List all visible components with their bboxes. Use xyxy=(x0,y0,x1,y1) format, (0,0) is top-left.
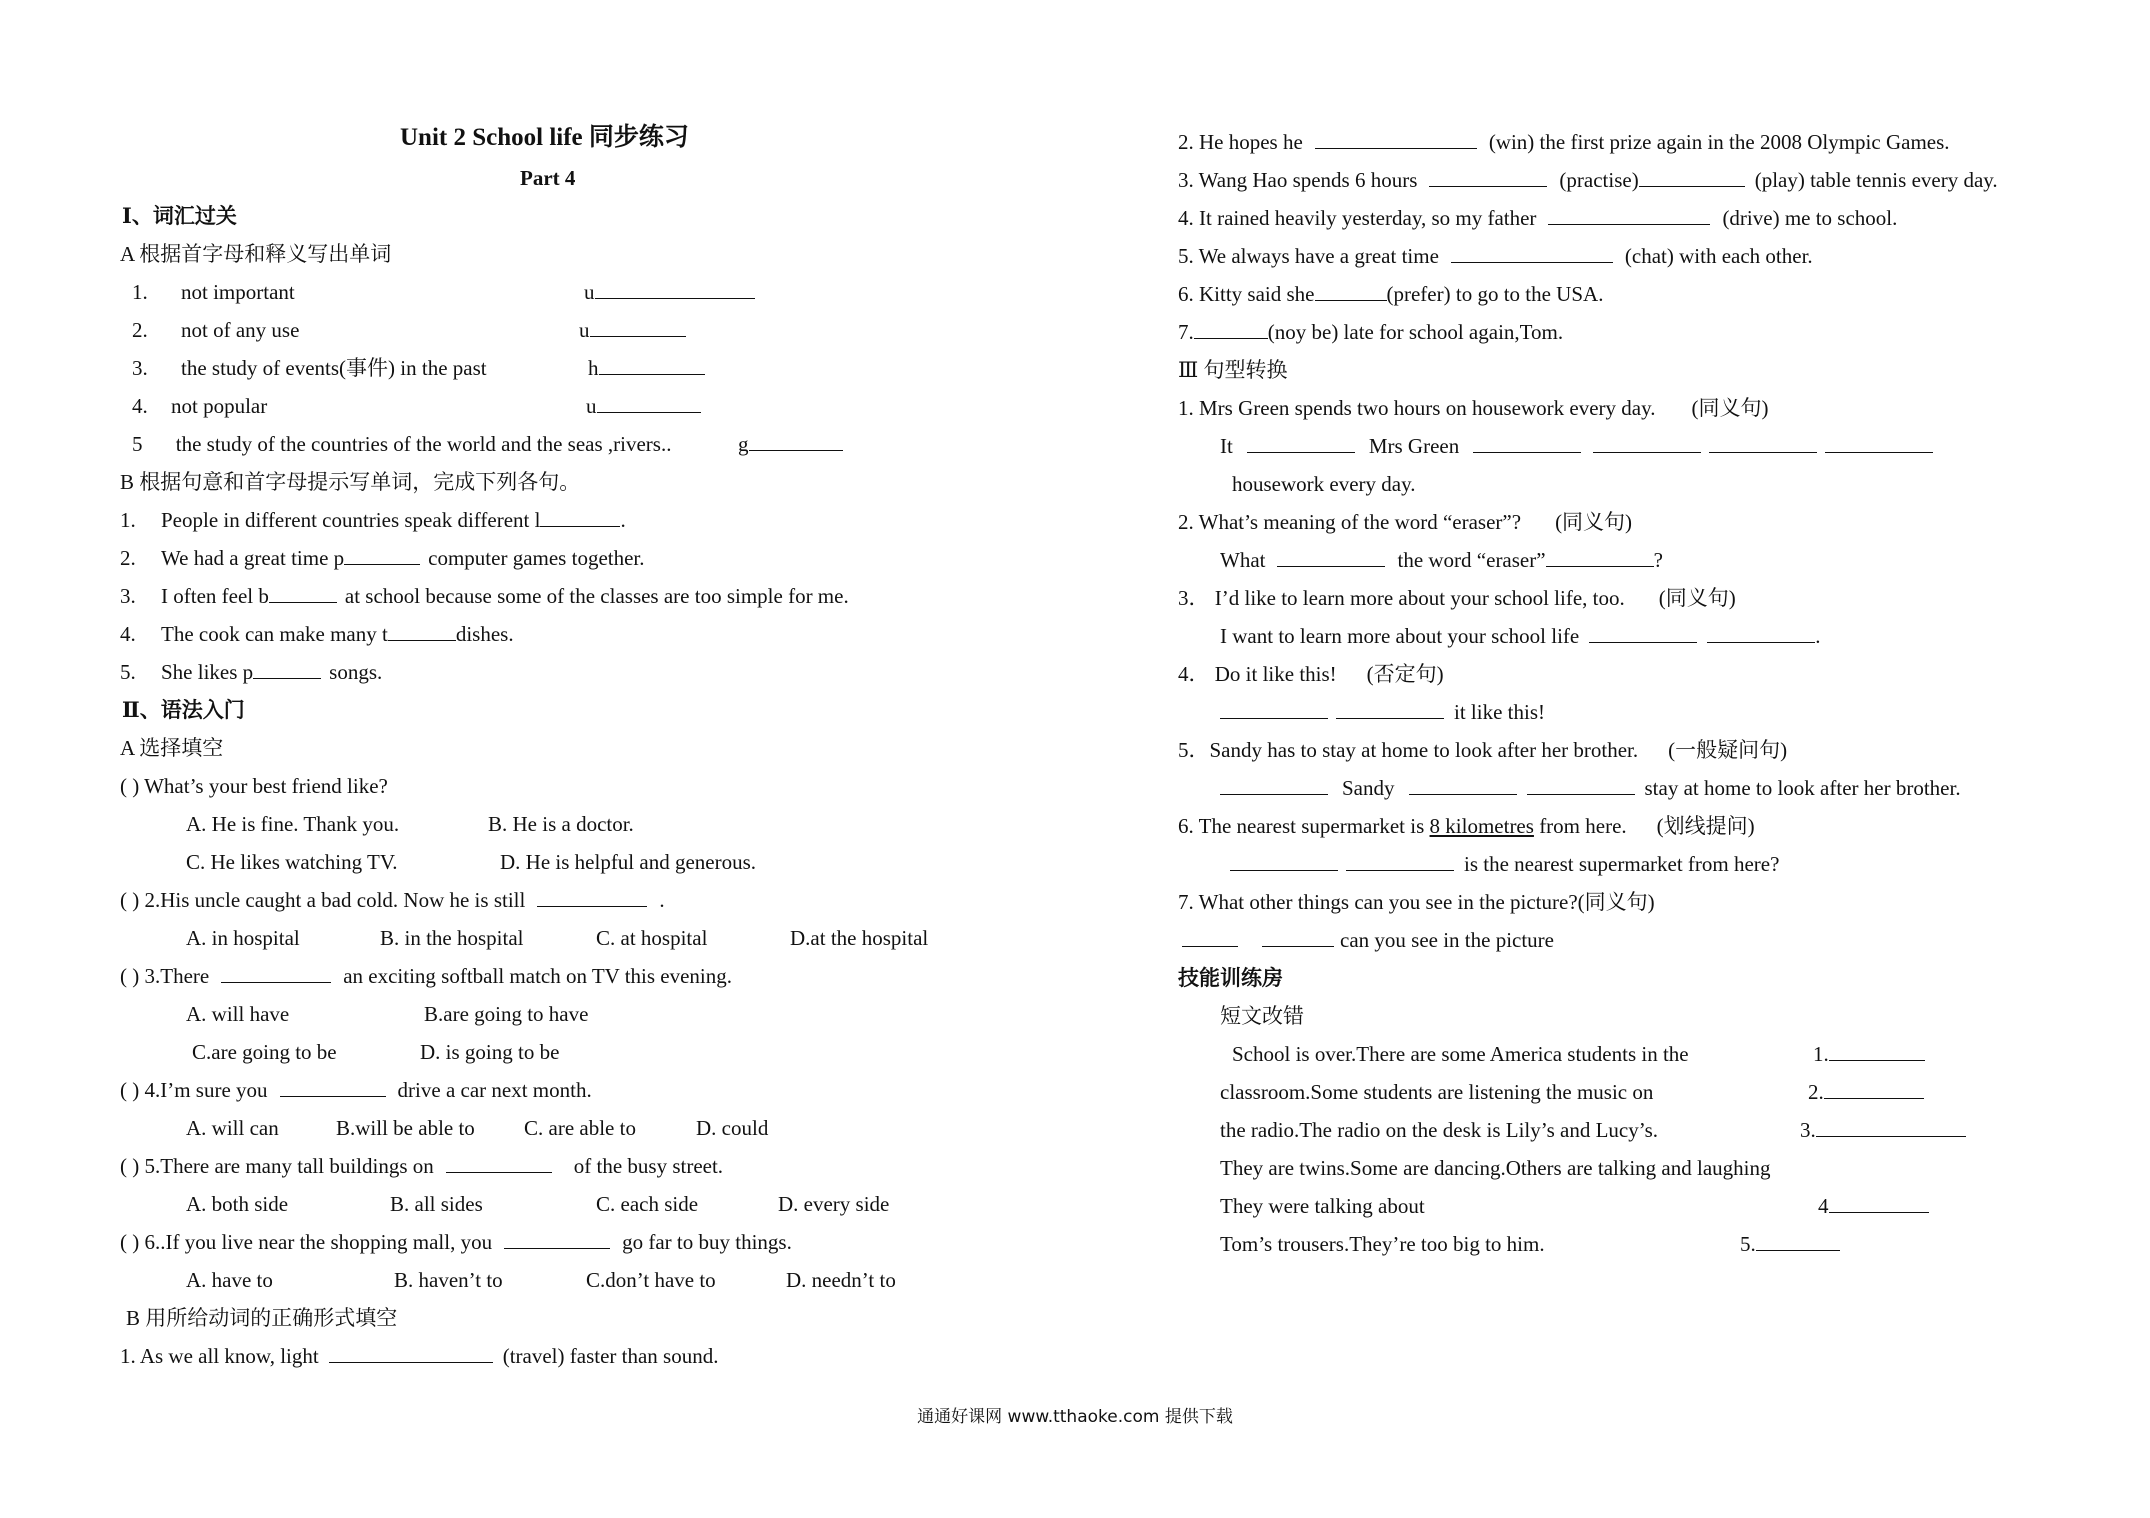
option-d: D. could xyxy=(696,1116,769,1140)
transform-7-answer: can you see in the picture xyxy=(1182,926,1554,954)
passage-line: School is over.There are some America students in the xyxy=(1232,1042,1689,1066)
passage-line: the radio.The radio on the desk is Lily’s and Lucy’s. xyxy=(1220,1118,1658,1142)
answer-blank[interactable] xyxy=(1707,622,1815,643)
verb-item: 2. He hopes he (win) the first prize again in the 2008 Olympic Games. xyxy=(1178,130,1950,154)
passage-line: Tom’s trousers.They’re too big to him. xyxy=(1220,1232,1545,1256)
question-6: ( ) 6..If you live near the shopping mall, you go far to buy things. xyxy=(120,1230,792,1254)
page-subtitle: Part 4 xyxy=(520,166,576,190)
answer-blank[interactable] xyxy=(1527,774,1635,795)
answer-blank[interactable] xyxy=(1346,850,1454,871)
transform-4: 4． Do it like this! (否定句) xyxy=(1178,662,1444,686)
option-a: A. will can xyxy=(186,1116,279,1140)
vocab-item: 5 the study of the countries of the world and the seas ,rivers.. xyxy=(132,432,672,456)
verb-item: 7. (noy be) late for school again,Tom. xyxy=(1178,320,1564,344)
transform-2-answer: What the word “eraser” ? xyxy=(1220,548,1663,572)
transform-1-end: housework every day. xyxy=(1232,472,1416,496)
transform-6: 6. The nearest supermarket is 8 kilometres from here. (划线提问) xyxy=(1178,814,1755,838)
verb-item: 4. It rained heavily yesterday, so my father (drive) me to school. xyxy=(1178,206,1898,230)
section-skills-heading: 技能训练房 xyxy=(1178,966,1283,990)
answer-blank[interactable] xyxy=(1829,1040,1925,1061)
question-4: ( ) 4.I’m sure you drive a car next month. xyxy=(120,1078,592,1102)
answer-blank[interactable] xyxy=(1336,698,1444,719)
passage-line: classroom.Some students are listening the music on xyxy=(1220,1080,1654,1104)
question-2: ( ) 2.His uncle caught a bad cold. Now he is still . xyxy=(120,888,665,912)
answer-blank[interactable] xyxy=(1194,318,1268,339)
option-b: B. all sides xyxy=(390,1192,483,1216)
option-b: B. He is a doctor. xyxy=(488,812,634,836)
option-a: A. will have xyxy=(186,1002,290,1026)
transform-4-answer: it like this! xyxy=(1220,698,1545,726)
answer-blank[interactable] xyxy=(269,582,337,603)
sentence-item: 3. I often feel b at school because some of the classes are too simple for me. xyxy=(120,584,849,608)
option-c: C. at hospital xyxy=(596,926,708,950)
option-d: D. every side xyxy=(778,1192,890,1216)
answer-blank[interactable] xyxy=(540,506,620,527)
answer-blank[interactable] xyxy=(1451,242,1613,263)
answer-blank[interactable] xyxy=(1709,432,1817,453)
verb-item: 1. As we all know, light (travel) faster than sound. xyxy=(120,1344,719,1368)
answer-blank[interactable] xyxy=(599,354,705,375)
answer-blank[interactable] xyxy=(253,658,321,679)
answer-blank[interactable] xyxy=(329,1342,493,1363)
section-transform-heading: Ⅲ 句型转换 xyxy=(1178,358,1288,382)
sentence-item: 4. The cook can make many t dishes. xyxy=(120,622,514,646)
answer-blank[interactable] xyxy=(1429,166,1547,187)
option-b: B.are going to have xyxy=(424,1002,589,1026)
answer-blank[interactable] xyxy=(1220,698,1328,719)
passage-line: They are twins.Some are dancing.Others are talking and laughing xyxy=(1220,1156,1771,1180)
vocab-answer[interactable]: u xyxy=(584,278,759,306)
answer-blank[interactable] xyxy=(1829,1192,1929,1213)
verb-item: 5. We always have a great time (chat) with each other. xyxy=(1178,244,1813,268)
answer-blank[interactable] xyxy=(1182,926,1238,947)
answer-blank[interactable] xyxy=(221,962,331,983)
option-c: C. are able to xyxy=(524,1116,636,1140)
section-vocabulary-heading: Ⅰ、词汇过关 xyxy=(122,204,237,228)
footer-credit: 通通好课网 www.tthaoke.com 提供下载 xyxy=(917,1407,1233,1427)
answer-blank[interactable] xyxy=(344,544,420,565)
correction-answer[interactable]: 4 xyxy=(1818,1192,1929,1220)
option-a: A. both side xyxy=(186,1192,289,1216)
answer-blank[interactable] xyxy=(388,620,456,641)
answer-blank[interactable] xyxy=(504,1228,610,1249)
option-a: A. in hospital xyxy=(186,926,300,950)
answer-blank[interactable] xyxy=(1247,432,1355,453)
option-c: C. He likes watching TV. xyxy=(186,850,398,874)
option-d: D. needn’t to xyxy=(786,1268,896,1292)
section-b2-heading: B 用所给动词的正确形式填空 xyxy=(126,1306,398,1330)
answer-blank[interactable] xyxy=(1315,128,1477,149)
section-a-heading: A 根据首字母和释义写出单词 xyxy=(120,242,392,266)
vocab-item: 4. not popular xyxy=(132,394,268,418)
correction-answer[interactable]: 2. xyxy=(1808,1078,1924,1106)
answer-blank[interactable] xyxy=(1593,432,1701,453)
page-title: Unit 2 School life 同步练习 xyxy=(400,124,689,151)
answer-blank[interactable] xyxy=(1548,204,1710,225)
option-c: C.are going to be xyxy=(192,1040,337,1064)
vocab-answer[interactable]: u xyxy=(579,316,690,344)
question-5: ( ) 5.There are many tall buildings on of the busy street. xyxy=(120,1154,724,1178)
underlined-phrase: 8 kilometres xyxy=(1429,814,1534,838)
answer-blank[interactable] xyxy=(446,1152,552,1173)
vocab-answer[interactable]: g xyxy=(738,430,847,458)
vocab-answer[interactable]: h xyxy=(588,354,709,382)
answer-blank[interactable] xyxy=(595,278,755,299)
answer-blank[interactable] xyxy=(1220,774,1328,795)
answer-blank[interactable] xyxy=(1639,166,1745,187)
vocab-item: 3. the study of events(事件) in the past xyxy=(132,356,487,380)
correction-answer[interactable]: 1. xyxy=(1813,1040,1925,1068)
section-b-heading: B 根据句意和首字母提示写单词，完成下列各句。 xyxy=(120,470,581,494)
vocab-item: 2. not of any use xyxy=(132,318,300,342)
question-3: ( ) 3.There an exciting softball match on TV this evening. xyxy=(120,964,733,988)
sentence-item: 5. She likes p songs. xyxy=(120,660,383,684)
answer-blank[interactable] xyxy=(1409,774,1517,795)
answer-blank[interactable] xyxy=(1589,622,1697,643)
answer-blank[interactable] xyxy=(1315,280,1387,301)
option-b: B. in the hospital xyxy=(380,926,524,950)
vocab-answer[interactable]: u xyxy=(586,392,705,420)
transform-2: 2. What’s meaning of the word “eraser”? (同义句) xyxy=(1178,510,1633,534)
option-c: C.don’t have to xyxy=(586,1268,716,1292)
correction-answer[interactable]: 3. xyxy=(1800,1116,1966,1144)
correction-answer[interactable]: 5. xyxy=(1740,1230,1840,1258)
answer-blank[interactable] xyxy=(597,392,701,413)
answer-blank[interactable] xyxy=(1546,546,1654,567)
section-skills-sub: 短文改错 xyxy=(1220,1004,1304,1028)
transform-3-answer: I want to learn more about your school life . xyxy=(1220,624,1821,648)
vocab-item: 1. not important xyxy=(132,280,295,304)
answer-blank[interactable] xyxy=(1277,546,1385,567)
sentence-item: 2. We had a great time p computer games together. xyxy=(120,546,645,570)
transform-5-answer: Sandy stay at home to look after her brother. xyxy=(1220,774,1961,802)
section-grammar-heading: Ⅱ、语法入门 xyxy=(122,698,245,722)
passage-line: They were talking about xyxy=(1220,1194,1425,1218)
sentence-item: 1. People in different countries speak different l . xyxy=(120,508,626,532)
transform-1: 1. Mrs Green spends two hours on housework every day. (同义句) xyxy=(1178,396,1769,420)
option-b: B. haven’t to xyxy=(394,1268,503,1292)
transform-3: 3． I’d like to learn more about your school life, too. (同义句) xyxy=(1178,586,1736,610)
answer-blank[interactable] xyxy=(590,316,686,337)
option-d: D.at the hospital xyxy=(790,926,929,950)
answer-blank[interactable] xyxy=(280,1076,386,1097)
transform-7: 7. What other things can you see in the picture?(同义句) xyxy=(1178,890,1655,914)
option-d: D. is going to be xyxy=(420,1040,560,1064)
transform-1-answer: It Mrs Green xyxy=(1220,432,1937,460)
option-a: A. He is fine. Thank you. xyxy=(186,812,400,836)
option-d: D. He is helpful and generous. xyxy=(500,850,757,874)
answer-blank[interactable] xyxy=(1473,432,1581,453)
option-a: A. have to xyxy=(186,1268,273,1292)
verb-item: 3. Wang Hao spends 6 hours (practise) (play) table tennis every day. xyxy=(1178,168,1998,192)
answer-blank[interactable] xyxy=(537,886,647,907)
answer-blank[interactable] xyxy=(1816,1116,1966,1137)
option-c: C. each side xyxy=(596,1192,699,1216)
option-b: B.will be able to xyxy=(336,1116,475,1140)
answer-blank[interactable] xyxy=(1824,1078,1924,1099)
transform-5: 5．Sandy has to stay at home to look after her brother. (一般疑问句) xyxy=(1178,738,1788,762)
section-a2-heading: A 选择填空 xyxy=(120,736,224,760)
answer-blank[interactable] xyxy=(1756,1230,1840,1251)
question-1: ( ) What’s your best friend like? xyxy=(120,774,388,798)
answer-blank[interactable] xyxy=(1262,926,1334,947)
verb-item: 6. Kitty said she (prefer) to go to the USA. xyxy=(1178,282,1604,306)
answer-blank[interactable] xyxy=(1825,432,1933,453)
transform-6-answer: is the nearest supermarket from here? xyxy=(1230,850,1779,878)
answer-blank[interactable] xyxy=(749,430,843,451)
answer-blank[interactable] xyxy=(1230,850,1338,871)
